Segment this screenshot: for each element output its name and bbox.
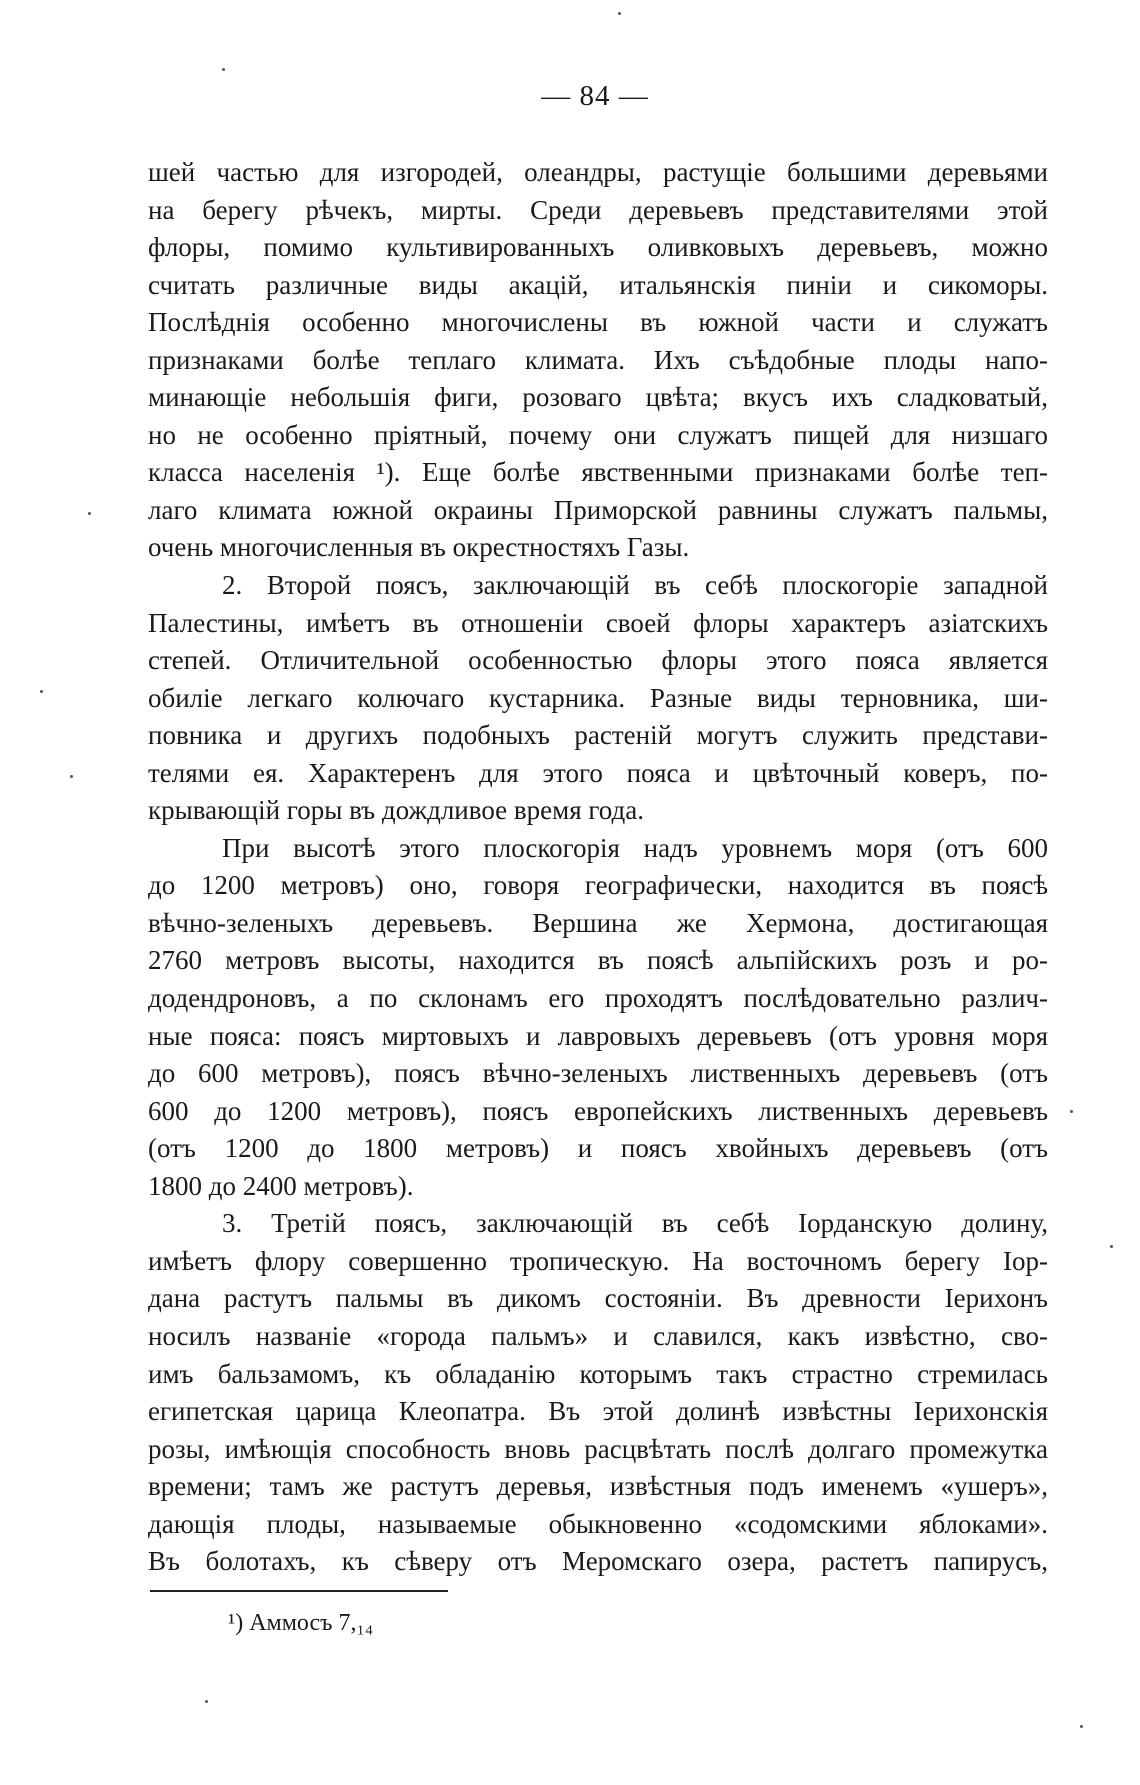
text-line: 1800 до 2400 метровъ). — [148, 1170, 414, 1201]
text-line: Послѣднія особенно многочислены въ южной части и служатъ — [148, 307, 1048, 338]
text-line: повника и другихъ подобныхъ растеній могутъ служить представи- — [148, 720, 1048, 751]
text-line: имъ бальзамомъ, къ обладанію которымъ такъ страстно стремилась — [148, 1358, 1048, 1389]
scan-speck — [205, 1700, 208, 1703]
text-line: Палестины, имѣетъ въ отношеніи своей флоры характеръ азіатскихъ — [148, 607, 1048, 638]
scan-speck — [40, 690, 43, 693]
scan-speck — [618, 12, 621, 15]
text-line: времени; тамъ же растутъ деревья, извѣстныя подъ именемъ «ушеръ», — [148, 1471, 1048, 1502]
text-line: розы, имѣющія способность вновь расцвѣтать послѣ долгаго промежутка — [148, 1433, 1048, 1464]
text-line: 2760 метровъ высоты, находится въ поясѣ альпійскихъ розъ и ро- — [148, 945, 1048, 976]
scan-speck — [222, 68, 225, 71]
scan-speck — [1070, 1110, 1073, 1113]
text-line: ные пояса: поясъ миртовыхъ и лавровыхъ деревьевъ (отъ уровня моря — [148, 1020, 1048, 1051]
scan-speck — [1080, 1725, 1083, 1728]
text-line: вѣчно-зеленыхъ деревьевъ. Вершина же Хермона, достигающая — [148, 907, 1048, 938]
text-line: 2. Второй поясъ, заключающій въ себѣ плоскогоріе западной — [222, 570, 1048, 601]
text-line: до 1200 метровъ) оно, говоря географически, находится въ поясѣ — [148, 870, 1048, 901]
scan-speck — [88, 512, 91, 515]
scan-speck — [70, 775, 73, 778]
text-line: (отъ 1200 до 1800 метровъ) и поясъ хвойныхъ деревьевъ (отъ — [148, 1133, 1048, 1164]
text-line: египетская царица Клеопатра. Въ этой долинѣ извѣстны Іерихонскія — [148, 1396, 1048, 1427]
text-line: При высотѣ этого плоскогорія надъ уровнемъ моря (отъ 600 — [222, 832, 1048, 863]
text-line: до 600 метровъ), поясъ вѣчно-зеленыхъ лиственныхъ деревьевъ (отъ — [148, 1058, 1048, 1089]
text-line: шей частью для изгородей, олеандры, растущіе большими деревьями — [148, 157, 1048, 187]
text-line: лаго климата южной окраины Приморской равнины служатъ пальмы, — [148, 494, 1048, 525]
text-line: обиліе легкаго колючаго кустарника. Разные виды терновника, ши- — [148, 682, 1048, 713]
text-line: дающія плоды, называемые обыкновенно «содомскими яблоками». — [148, 1508, 1048, 1539]
body-text — [148, 154, 1048, 1581]
page-number: — 84 — — [541, 80, 649, 112]
text-line: имѣетъ флору совершенно тропическую. На восточномъ берегу Іор- — [148, 1245, 1048, 1276]
text-line: Въ болотахъ, къ сѣверу отъ Меромскаго озера, растетъ папирусъ, — [148, 1546, 1048, 1577]
text-line: но не особенно пріятный, почему они служатъ пищей для низшаго — [148, 419, 1048, 450]
text-line: носилъ названіе «города пальмъ» и славился, какъ извѣстно, сво- — [148, 1320, 1048, 1351]
text-line: додендроновъ, а по склонамъ его проходятъ послѣдовательно различ- — [148, 983, 1048, 1014]
text-line: на берегу рѣчекъ, мирты. Среди деревьевъ представителями этой — [148, 194, 1048, 225]
text-line: 3. Третій поясъ, заключающій въ себѣ Іорданскую долину, — [222, 1208, 1048, 1239]
footnote: ¹) Аммосъ 7,₁₄ — [228, 1610, 374, 1636]
text-line: очень многочисленныя въ окрестностяхъ Газы. — [148, 532, 690, 563]
text-line: считать различные виды акацій, итальянскія пиніи и сикоморы. — [148, 269, 1048, 300]
text-line: степей. Отличительной особенностью флоры этого пояса является — [148, 645, 1048, 676]
text-line: дана растутъ пальмы въ дикомъ состояніи. Въ древности Іерихонъ — [148, 1283, 1048, 1314]
footnote-divider — [150, 1590, 448, 1592]
text-line: 600 до 1200 метровъ), поясъ европейскихъ лиственныхъ деревьевъ — [148, 1095, 1048, 1126]
scan-speck — [1110, 1245, 1113, 1248]
text-line: флоры, помимо культивированныхъ оливковыхъ деревьевъ, можно — [148, 232, 1048, 263]
text-line: минающіе небольшія фиги, розоваго цвѣта; вкусъ ихъ сладковатый, — [148, 382, 1048, 413]
text-line: телями ея. Характеренъ для этого пояса и цвѣточный коверъ, по- — [148, 757, 1048, 788]
text-line: признаками болѣе теплаго климата. Ихъ съѣдобные плоды напо- — [148, 344, 1048, 375]
text-line: крывающій горы въ дождливое время года. — [148, 795, 644, 826]
text-line: класса населенія ¹). Еще болѣе явственными признаками болѣе теп- — [148, 457, 1048, 488]
